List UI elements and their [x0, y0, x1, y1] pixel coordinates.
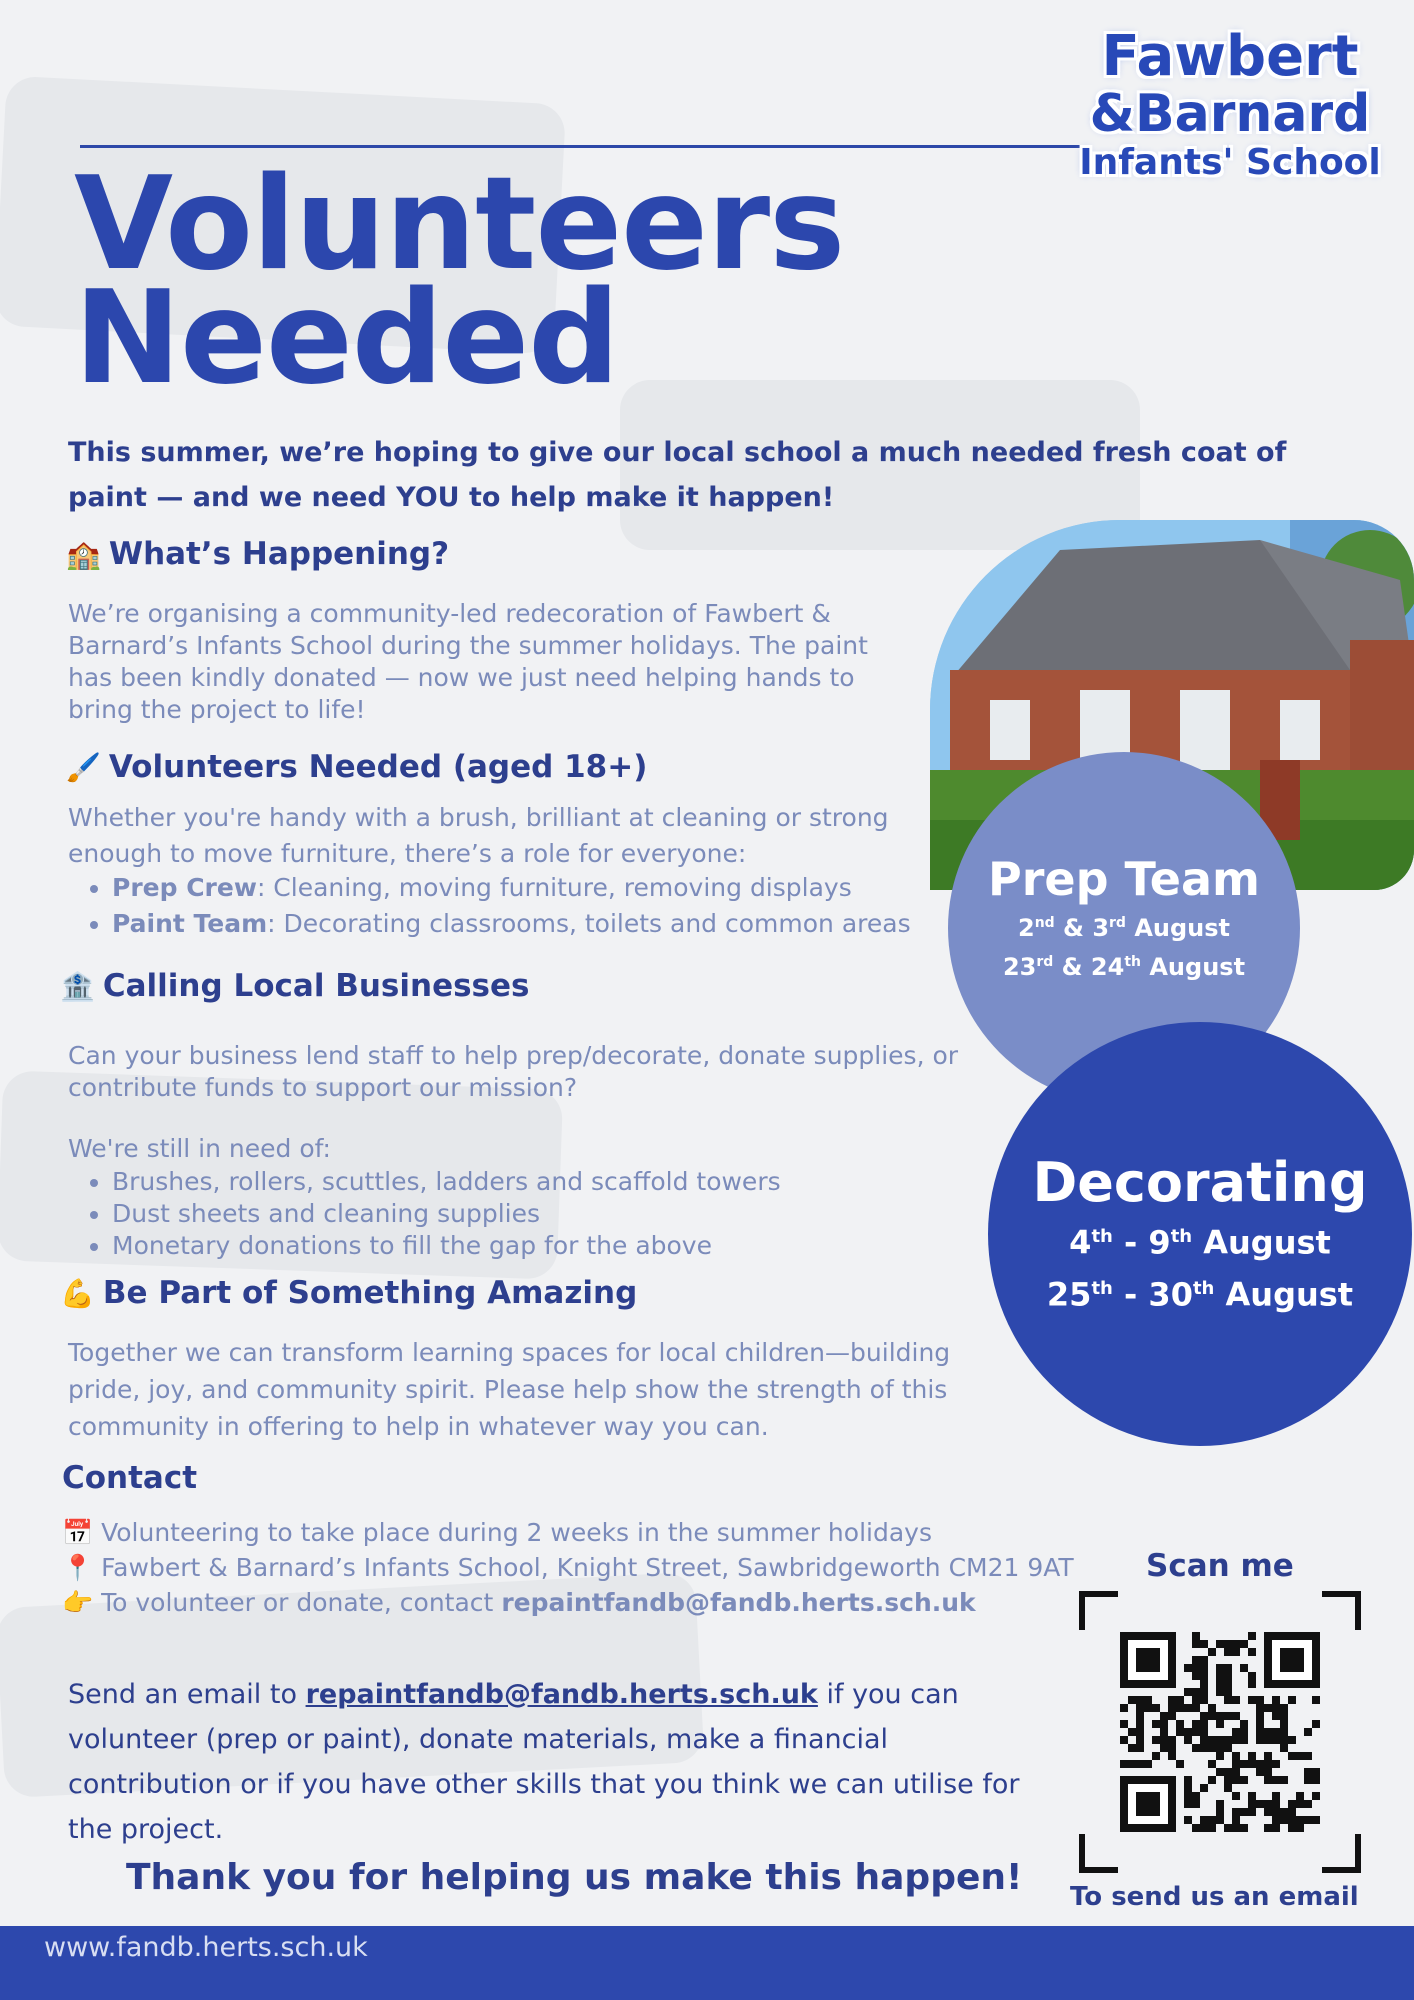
happening-heading: What’s Happening? [108, 536, 450, 572]
logo-line-2: &Barnard [1089, 84, 1371, 144]
title-line-1: Volunteers [74, 150, 845, 299]
footer-bar [0, 1926, 1414, 2000]
happening-body: We’re organising a community-led redecoration of Fawbert & Barnard’s Infants School during the summer holidays. The paint has been kindly donated — now we just need helping hands to bring the project to life! [68, 599, 868, 724]
volunteers-heading: Volunteers Needed (aged 18+) [108, 749, 648, 785]
pin-icon: 📍 [62, 1553, 94, 1582]
logo-line-3: Infants' School [1079, 142, 1381, 183]
title-line-2: Needed [74, 264, 619, 413]
qr-code-image [1078, 1590, 1362, 1874]
date-day: 25 [1046, 1275, 1092, 1314]
date-suffix: rd [1109, 915, 1126, 931]
needs-intro: We're still in need of: [68, 1134, 331, 1163]
date-day: - 9 [1112, 1223, 1171, 1262]
decorating-badge [988, 1022, 1412, 1446]
date-month: August [1141, 953, 1246, 981]
prep-team-date-1 [948, 906, 1300, 945]
contact-heading: Contact [62, 1460, 198, 1496]
date-day: 23 [1002, 953, 1037, 981]
section-heading-volunteers [66, 749, 647, 785]
date-month: August [1192, 1223, 1331, 1262]
role-name: Paint Team [112, 909, 268, 938]
send-suffix: if you can volunteer (prep or paint), donate materials, make a financial contribution or if you have other skills that you think we can utilise for the project. [68, 1679, 1020, 1845]
send-prefix: Send an email to [68, 1679, 306, 1710]
date-suffix: th [1124, 954, 1141, 970]
section-heading-amazing [60, 1275, 637, 1311]
contact-line-1: Volunteering to take place during 2 weeks in the summer holidays [101, 1518, 932, 1547]
date-day: 4 [1069, 1223, 1092, 1262]
logo-line-1: Fawbert [1101, 24, 1359, 89]
date-suffix: th [1091, 1277, 1113, 1299]
contact-address [62, 1553, 1074, 1583]
thank-you-text: Thank you for helping us make this happen! [126, 1857, 1023, 1898]
role-desc: : Cleaning, moving furniture, removing displays [256, 873, 852, 902]
date-day: & 24 [1053, 953, 1125, 981]
section-heading-happening [66, 536, 449, 572]
school-icon: 🏫 [66, 538, 101, 571]
businesses-heading: Calling Local Businesses [102, 968, 530, 1004]
school-logo [1070, 24, 1390, 184]
list-item: • Brushes, rollers, scuttles, ladders and scaffold towers [112, 1166, 1012, 1198]
page-title [74, 150, 845, 413]
contact-line-3: To volunteer or donate, contact [101, 1588, 502, 1617]
pointing-hand-icon: 👉 [62, 1588, 94, 1617]
date-suffix: th [1170, 1226, 1193, 1247]
list-item: • Dust sheets and cleaning supplies [112, 1198, 1012, 1230]
list-item [112, 906, 1012, 942]
date-day: & 3 [1054, 914, 1110, 942]
bank-icon: 🏦 [60, 970, 95, 1003]
list-item: • Monetary donations to fill the gap for the above [112, 1230, 1012, 1262]
qr-caption: To send us an email [1070, 1882, 1359, 1912]
volunteers-body: Whether you're handy with a brush, brilliant at cleaning or strong enough to move furniture, there’s a role for everyone: [68, 803, 889, 868]
flexed-arm-icon: 💪 [60, 1277, 95, 1310]
contact-email[interactable]: repaintfandb@fandb.herts.sch.uk [501, 1588, 976, 1617]
contact-dates [62, 1518, 932, 1548]
decorating-date-2 [988, 1266, 1412, 1318]
intro-text: This summer, we’re hoping to give our local school a much needed fresh coat of paint — and we need YOU to help make it happen! [68, 437, 1287, 513]
role-name: Prep Crew [112, 873, 257, 902]
amazing-body: Together we can transform learning spaces for local children—building pride, joy, and community spirit. Please help show the strength of this community in offering to help in whatever way you can. [68, 1338, 951, 1441]
role-desc: : Decorating classrooms, toilets and common areas [267, 909, 911, 938]
email-link[interactable]: repaintfandb@fandb.herts.sch.uk [305, 1679, 818, 1710]
roles-list [68, 870, 1012, 942]
contact-line-2: Fawbert & Barnard’s Infants School, Knight Street, Sawbridgeworth CM21 9AT [101, 1553, 1074, 1582]
date-suffix: th [1192, 1277, 1215, 1299]
paintbrush-icon: 🖌️ [66, 751, 101, 784]
calendar-icon: 📅 [62, 1518, 94, 1547]
footer-url[interactable]: www.fandb.herts.sch.uk [44, 1932, 368, 1963]
date-suffix: rd [1036, 954, 1054, 970]
section-heading-businesses [60, 968, 530, 1004]
contact-email-line [62, 1588, 976, 1618]
qr-code[interactable] [1078, 1590, 1362, 1874]
send-email-text [68, 1672, 1028, 1852]
list-item [112, 870, 1012, 906]
decorating-title: Decorating [1032, 1151, 1368, 1214]
date-suffix: nd [1034, 915, 1055, 931]
decorating-date-1 [988, 1214, 1412, 1266]
businesses-body: Can your business lend staff to help prep/decorate, donate supplies, or contribute funds to support our mission? [68, 1041, 959, 1102]
date-month: August [1125, 914, 1231, 942]
needs-list [68, 1166, 1012, 1262]
prep-team-date-2 [948, 945, 1300, 984]
date-suffix: th [1091, 1226, 1113, 1247]
header-rule [80, 145, 1080, 148]
amazing-heading: Be Part of Something Amazing [102, 1275, 638, 1311]
date-month: August [1214, 1275, 1354, 1314]
date-day: 2 [1017, 914, 1035, 942]
date-day: - 30 [1112, 1275, 1193, 1314]
scan-me-label: Scan me [1146, 1548, 1294, 1584]
prep-team-title: Prep Team [988, 852, 1260, 906]
